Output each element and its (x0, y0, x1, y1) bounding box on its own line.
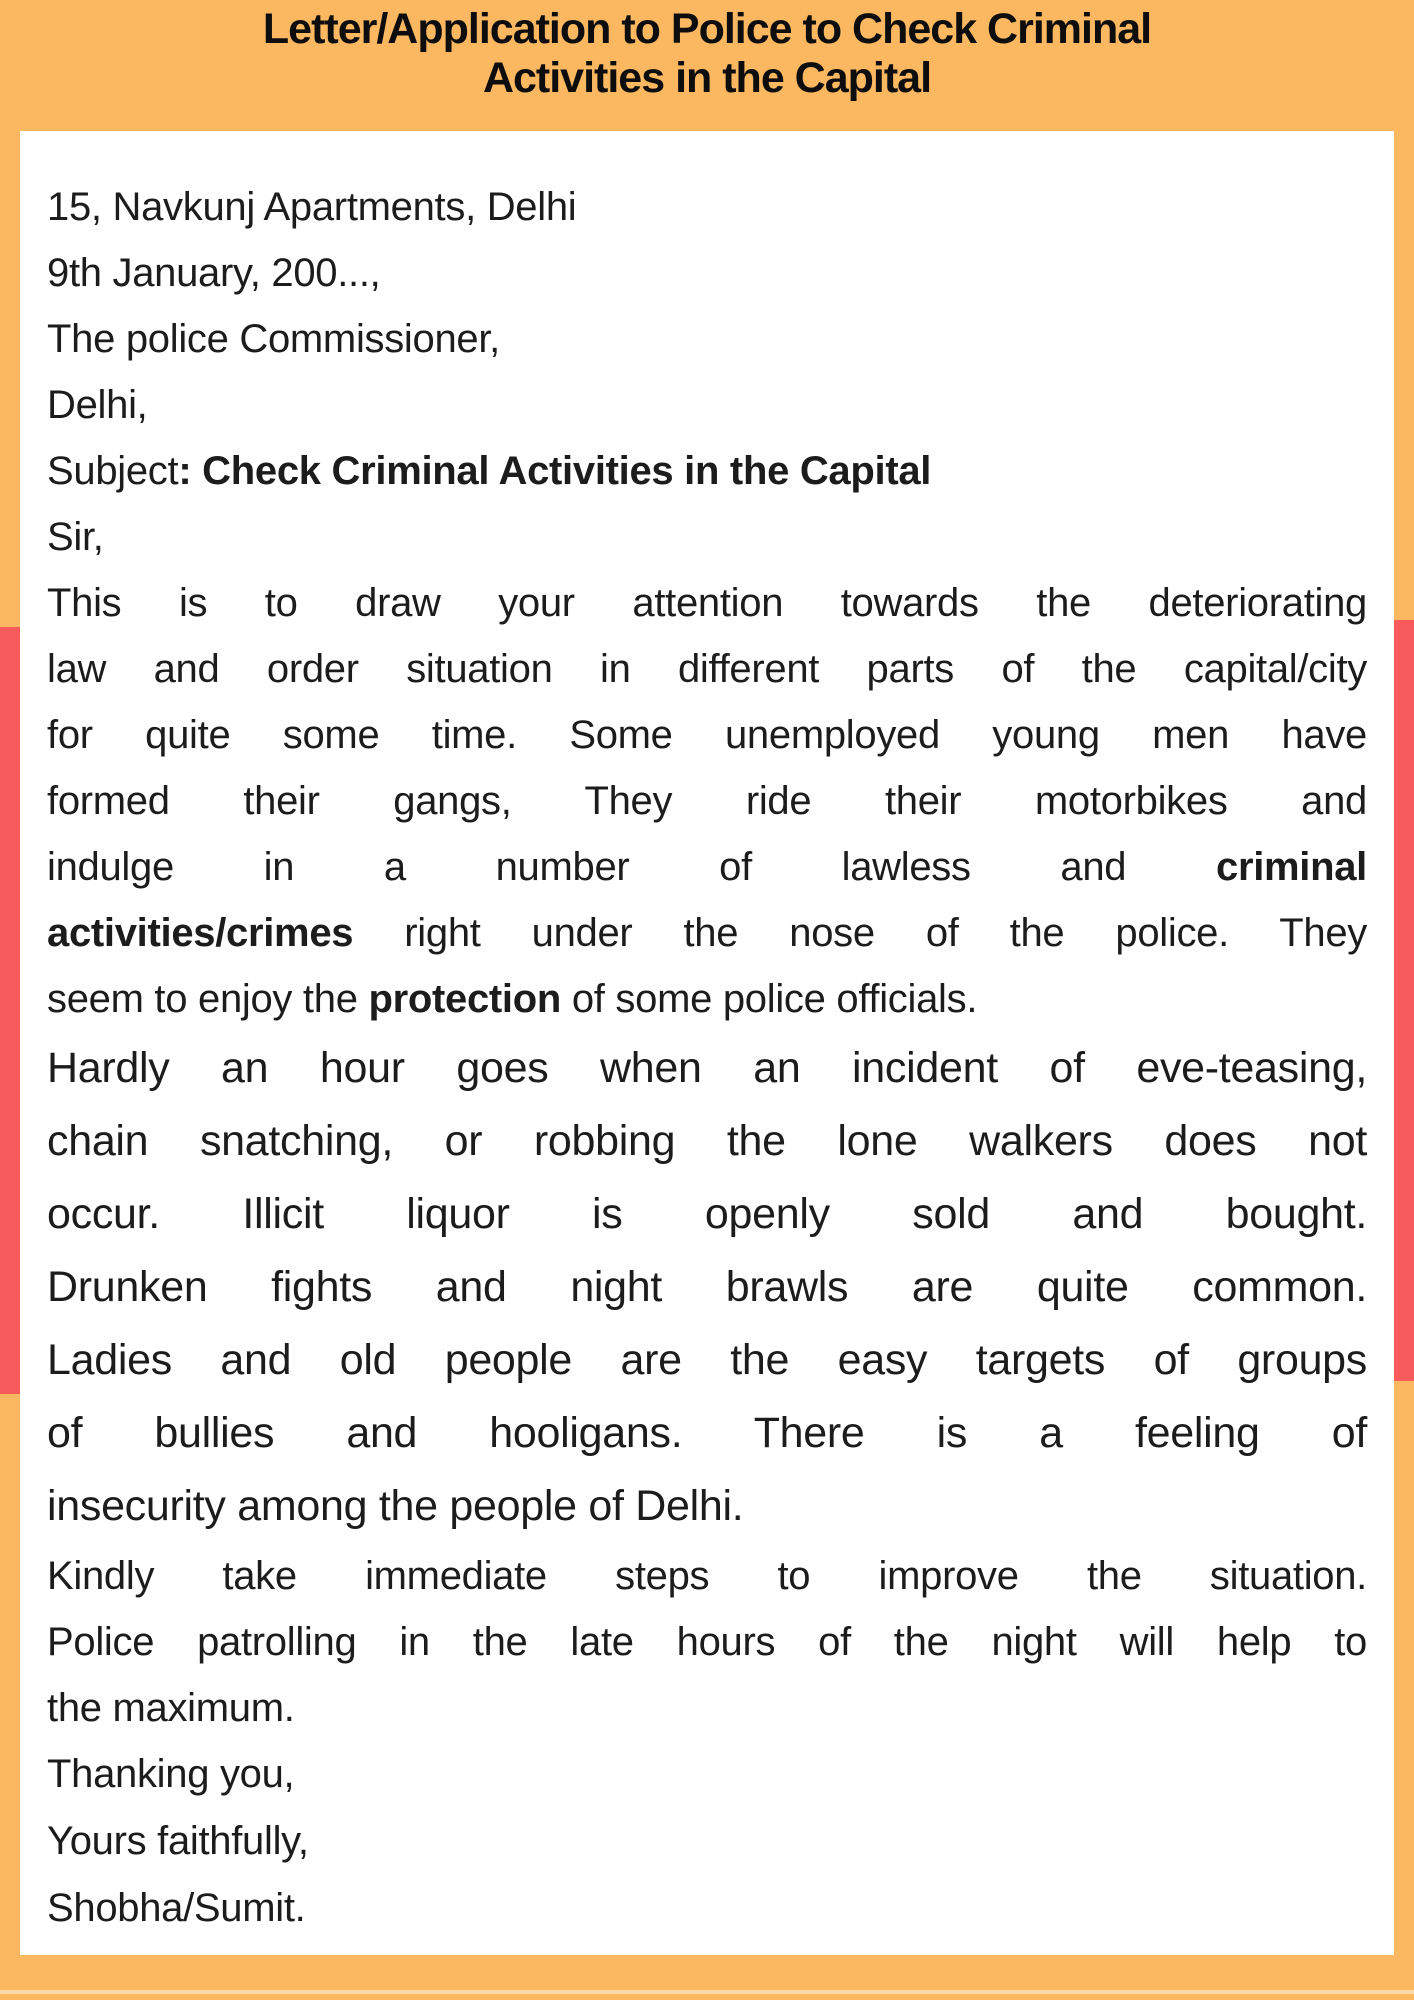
body-line: of bullies and hooligans. There is a feeling of (47, 1409, 1367, 1457)
subject-label: Subject (47, 449, 179, 493)
page-title-line-2: Activities in the Capital (482, 54, 932, 102)
body-line: for quite some time. Some unemployed young men have (47, 713, 1367, 757)
body-text-bold: activities/crimes (47, 911, 354, 955)
body-line: Kindly take immediate steps to improve the situation. (47, 1554, 1367, 1598)
letter-date: 9th January, 200..., (47, 251, 381, 295)
closing-block (47, 1741, 1367, 1942)
body-line (47, 900, 1367, 966)
body-text: of some police officials. (561, 977, 978, 1021)
left-red-stripe (0, 627, 20, 1394)
closing-thanks: Thanking you, (47, 1752, 295, 1796)
bottom-accent-line (0, 1990, 1414, 1994)
letter-card (20, 131, 1394, 1955)
body-line: formed their gangs, They ride their motorbikes and (47, 779, 1367, 823)
body-line: the maximum. (47, 1686, 295, 1730)
paragraph-2 (47, 1032, 1367, 1543)
body-line: insecurity among the people of Delhi. (47, 1482, 744, 1530)
paragraph-3 (47, 1543, 1367, 1741)
paragraph-1 (47, 570, 1367, 1032)
body-line: chain snatching, or robbing the lone walkers does not (47, 1117, 1367, 1165)
closing-faithfully: Yours faithfully, (47, 1819, 309, 1863)
body-text-bold: protection (368, 977, 562, 1021)
body-line: law and order situation in different parts of the capital/city (47, 647, 1367, 691)
page-title-line-1: Letter/Application to Police to Check Criminal (262, 5, 1152, 53)
subject-text: : Check Criminal Activities in the Capital (178, 449, 932, 493)
body-text-bold: criminal (1216, 845, 1367, 889)
body-text: right under the nose of the police. They (353, 911, 1367, 955)
body-line: Hardly an hour goes when an incident of eve-teasing, (47, 1044, 1367, 1092)
salutation: Sir, (47, 515, 104, 559)
header-banner (0, 0, 1414, 131)
body-line: Ladies and old people are the easy targets of groups (47, 1336, 1367, 1384)
body-text: indulge in a number of lawless and (47, 845, 1216, 889)
sender-address: 15, Navkunj Apartments, Delhi (47, 185, 577, 229)
body-line: Police patrolling in the late hours of the night will help to (47, 1620, 1367, 1664)
body-line (47, 834, 1367, 900)
body-line (47, 966, 1367, 1032)
body-line: This is to draw your attention towards the deteriorating (47, 581, 1367, 625)
right-red-stripe (1394, 620, 1414, 1381)
body-line: Drunken fights and night brawls are quite common. (47, 1263, 1367, 1311)
body-line: occur. Illicit liquor is openly sold and bought. (47, 1190, 1367, 1238)
recipient: The police Commissioner, (47, 317, 500, 361)
body-text: seem to enjoy the (47, 977, 369, 1021)
subject-line (47, 438, 1367, 504)
recipient-city: Delhi, (47, 383, 148, 427)
signature: Shobha/Sumit. (47, 1886, 306, 1930)
